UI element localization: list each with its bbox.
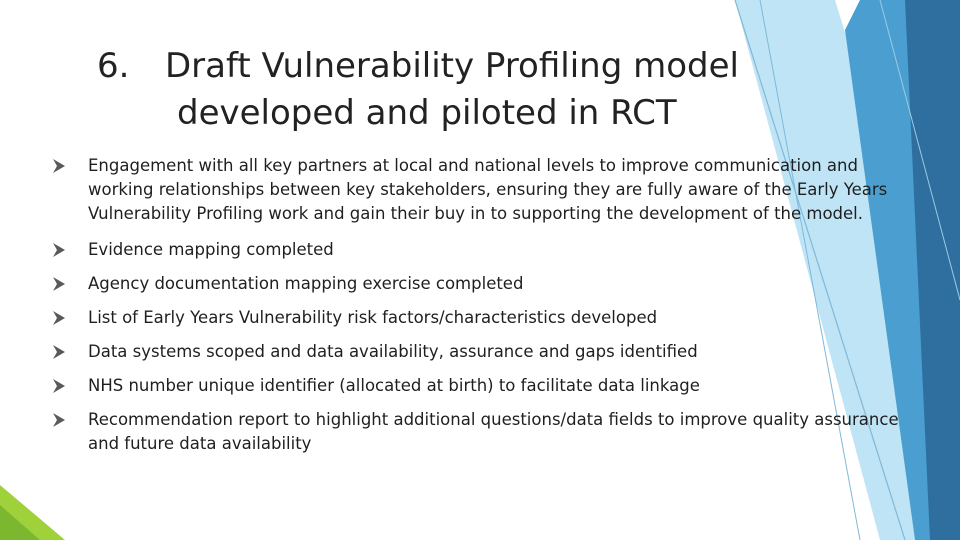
bullet-text: Evidence mapping completed [88,240,334,259]
title-line-1: Draft Vulnerability Profiling model [165,46,739,86]
bullet-text: Recommendation report to highlight additional questions/data fields to improve quality assurance and future data availability [88,410,899,453]
bullet-item [50,272,900,296]
arrowhead-bullet-icon [52,345,66,359]
title-number: 6. [97,46,130,86]
arrowhead-bullet-icon [52,243,66,257]
arrowhead-bullet-icon [52,159,66,173]
arrowhead-bullet-icon [52,311,66,325]
bullet-text: List of Early Years Vulnerability risk factors/characteristics developed [88,308,658,327]
bullet-text: Data systems scoped and data availability, assurance and gaps identified [88,342,698,361]
arrowhead-bullet-icon [52,413,66,427]
bullet-item [50,340,900,364]
bullet-text: NHS number unique identifier (allocated at birth) to facilitate data linkage [88,376,700,395]
bullet-text: Agency documentation mapping exercise completed [88,274,524,293]
bullet-list [50,154,900,466]
arrowhead-bullet-icon [52,277,66,291]
bullet-item [50,154,900,226]
bullet-item [50,374,900,398]
bullet-item [50,238,900,262]
bullet-item [50,408,900,456]
title-line-2: developed and piloted in RCT [177,93,677,133]
bullet-text: Engagement with all key partners at local and national levels to improve communication and working relationships between key stakeholders, ensuring they are fully aware of the Early Years Vulnerability Profiling work and gain their buy in to supporting the development of the model. [88,156,888,223]
bullet-item [50,306,900,330]
arrowhead-bullet-icon [52,379,66,393]
